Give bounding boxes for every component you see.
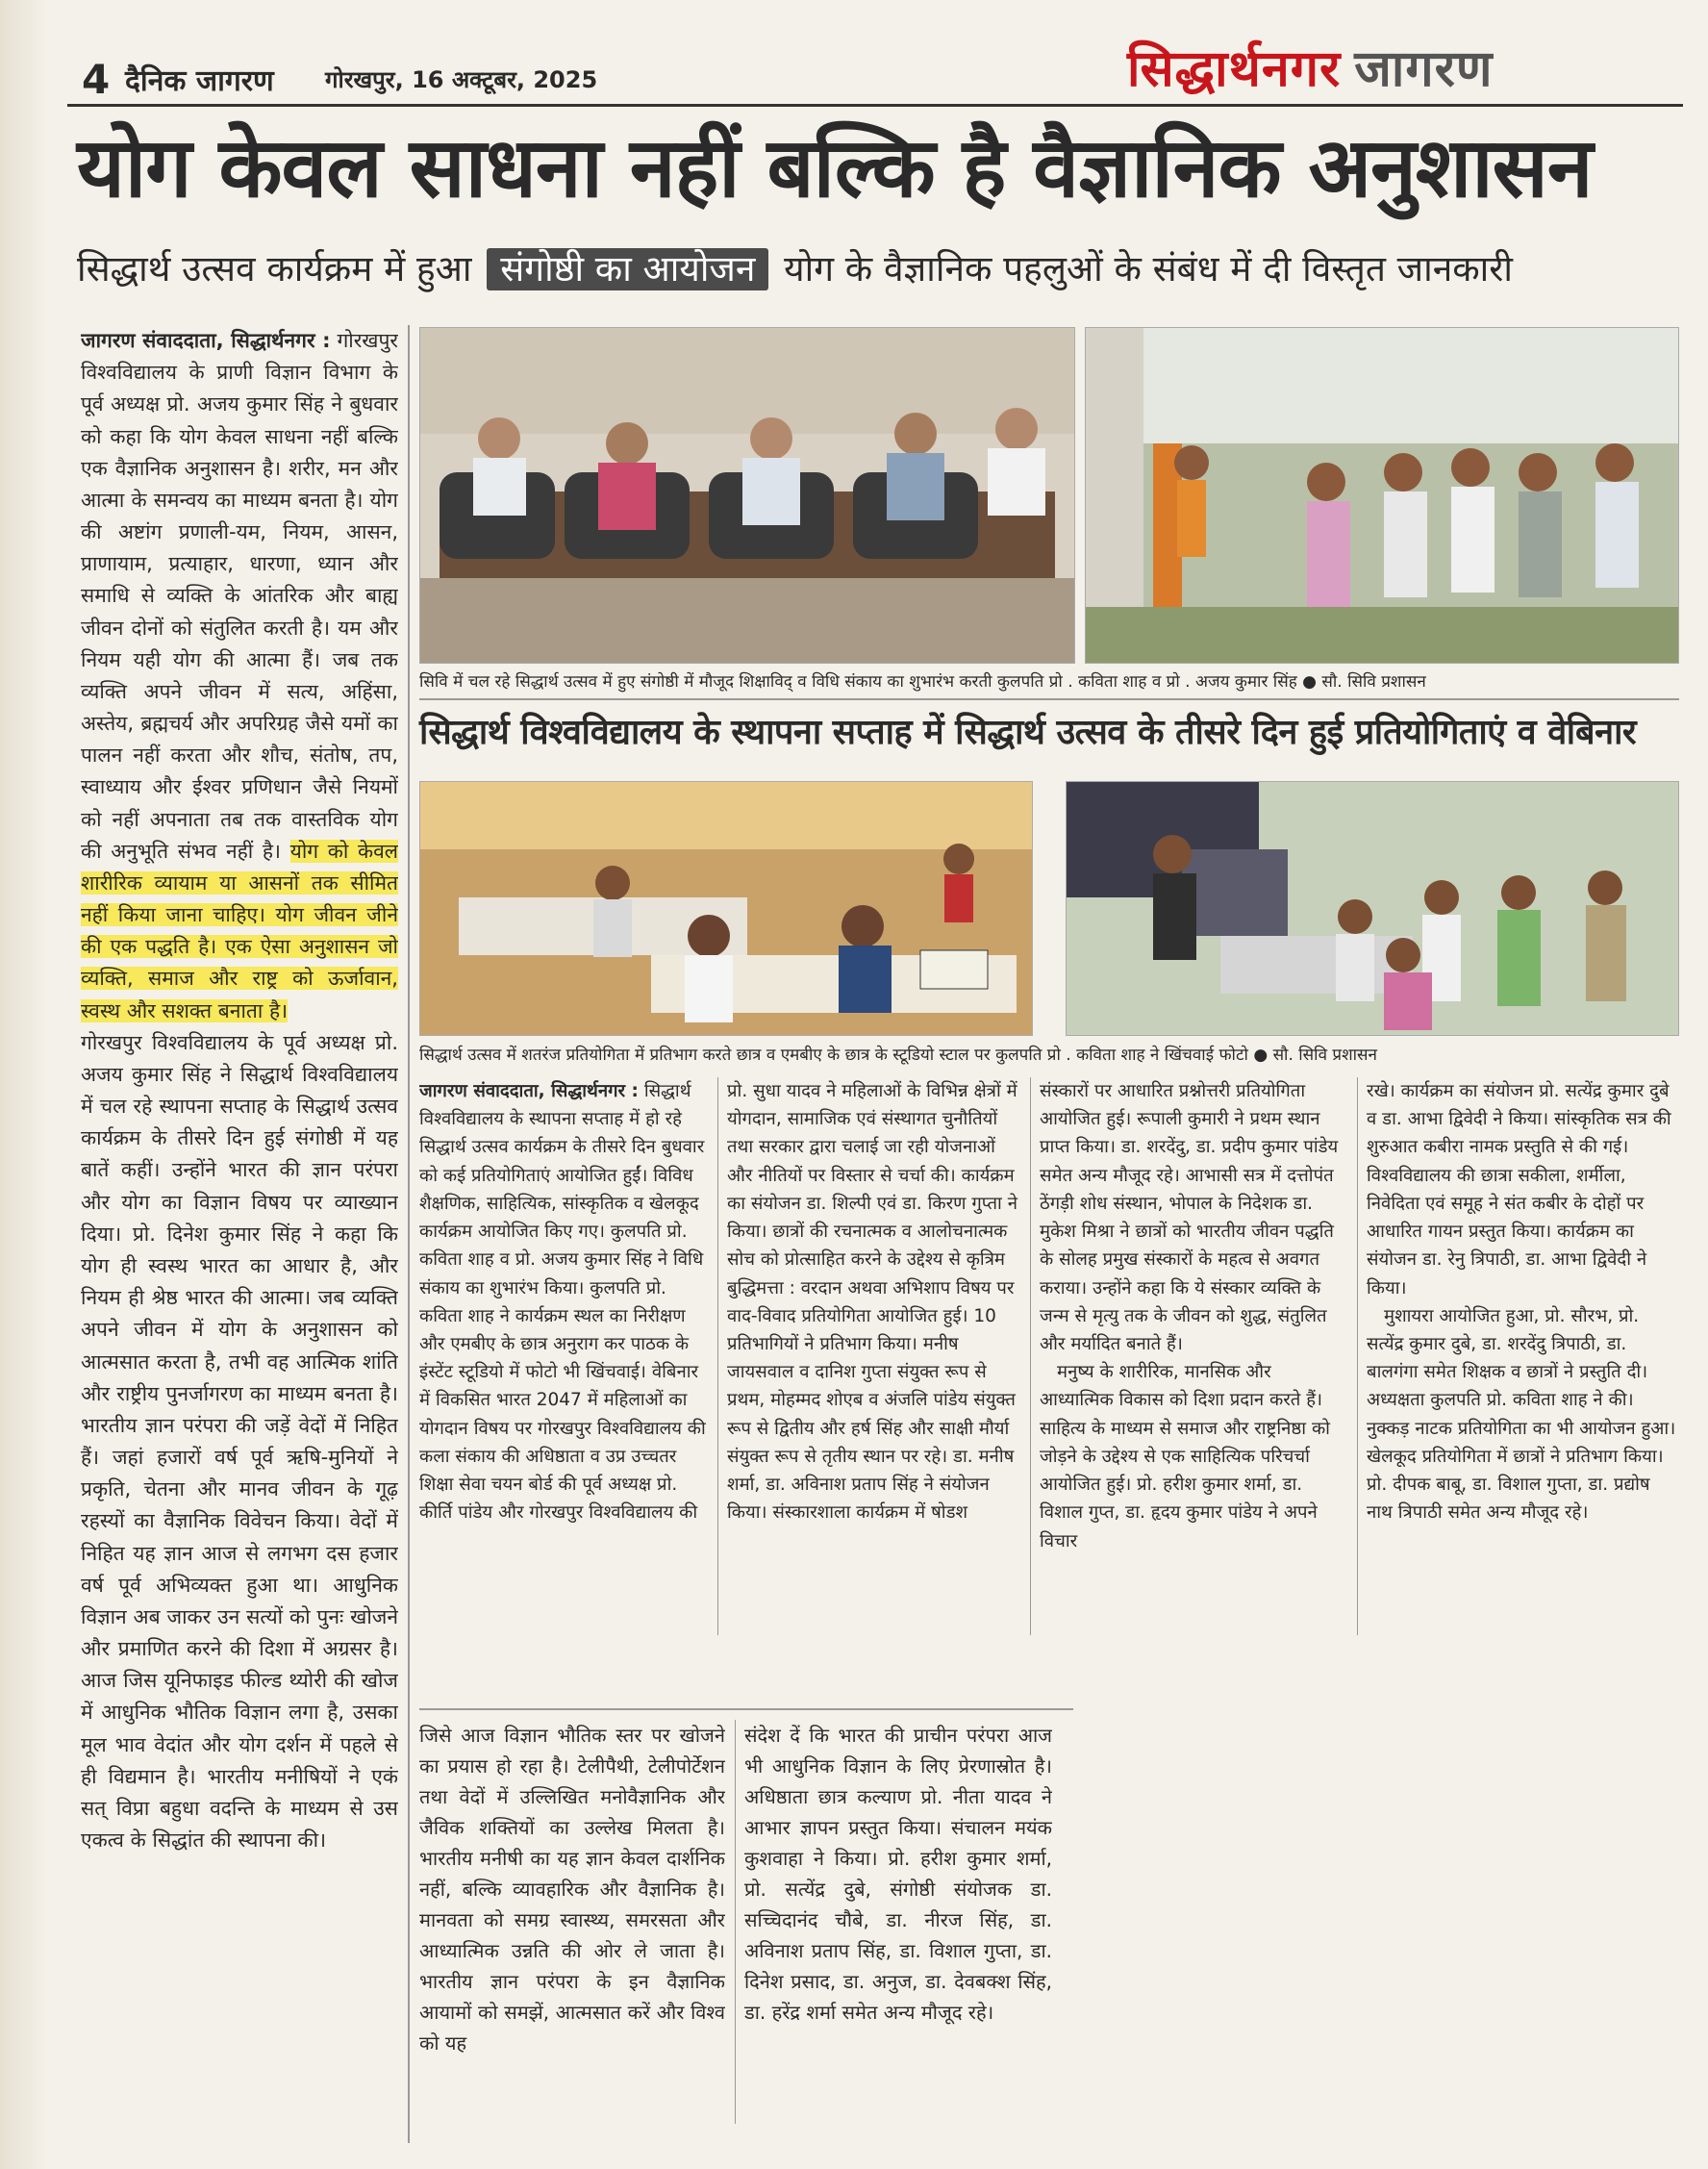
- masthead-rule: [67, 104, 1683, 107]
- second-col4-para-1: रखे। कार्यक्रम का संयोजन प्रो. सत्येंद्र कुमार दुबे व डा. आभा द्विवेदी ने किया। सांस्कृतिक सत्र की शुरुआत कबीरा नामक प्रस्तुति से की गई। विश्वविद्यालय की छात्रा सकीला, शर्मीला, निवेदिता एवं समूह ने संत कबीर के दोहों पर आधारित गायन प्रस्तुत किया। कार्यक्रम का संयोजन डा. रेनु त्रिपाठी, डा. आभा द्विवेदी ने किया।: [1367, 1081, 1671, 1299]
- main-story-left-column: [81, 325, 398, 2143]
- column-divider: [1357, 1077, 1358, 1635]
- subhead-left: सिद्धार्थ उत्सव कार्यक्रम में हुआ: [77, 248, 472, 290]
- caption-rule: [419, 698, 1679, 700]
- brand-name: जागरण: [1354, 40, 1494, 98]
- main-byline: जागरण संवाददाता, सिद्धार्थनगर :: [81, 329, 331, 352]
- date-line: गोरखपुर, 16 अक्टूबर, 2025: [325, 66, 598, 93]
- seminar-photo: [419, 327, 1075, 664]
- second-col3-para-2: मनुष्य के शारीरिक, मानसिक और आध्यात्मिक विकास को दिशा प्रदान करते हैं। साहित्य के माध्यम से समाज और राष्ट्रनिष्ठा को जोड़ने के उद्देश्य से एक साहित्यिक परिचर्चा आयोजित हुई। प्रो. हरीश कुमार शर्मा, डा. विशाल गुप्त, डा. हृदय कुमार पांडेय ने अपने विचार: [1040, 1362, 1330, 1551]
- second-story-column-3: [1040, 1077, 1347, 1635]
- second-story-column-2: प्रो. सुधा यादव ने महिलाओं के विभिन्न क्षेत्रों में योगदान, सामाजिक एवं संस्थागत चुनौतियों तथा सरकार द्वारा चलाई जा रही योजनाओं और नीतियों पर विस्तार से चर्चा की। कार्यक्रम का संयोजन डा. शिल्पी एवं डा. किरण गुप्ता ने किया। छात्रों की रचनात्मक व आलोचनात्मक सोच को प्रोत्साहित करने के उद्देश्य से कृत्रिम बुद्धिमत्ता : वरदान अथवा अभिशाप विषय पर वाद-विवाद प्रतियोगिता आयोजित हुई। 10 प्रतिभागियों ने प्रतिभाग किया। मनीष जायसवाल व दानिश गुप्ता संयुक्त रूप से प्रथम, मोहम्मद शोएब व अंजलि पांडेय संयुक्त रूप से द्वितीय और हर्ष सिंह और साक्षी मौर्या संयुक्त रूप से तृतीय स्थान पर रहे। डा. मनीष शर्मा, डा. अविनाश प्रताप सिंह ने संयोजन किया। संस्कारशाला कार्यक्रम में षोडश: [727, 1081, 1017, 1524]
- bottom-section-rule: [419, 1708, 1073, 1710]
- main-story-continuation-2: संदेश दें कि भारत की प्राचीन परंपरा आज भी आधुनिक विज्ञान के लिए प्रेरणास्रोत है। अधिष्ठाता छात्र कल्याण प्रो. नीता यादव ने आभार ज्ञापन प्रस्तुत किया। संचालन मयंक कुशवाहा ने किया। प्रो. हरीश कुमार शर्मा, प्रो. सत्येंद्र दुबे, संगोष्ठी संयोजक डा. सच्चिदानंद चौबे, डा. नीरज सिंह, डा. अविनाश प्रताप सिंह, डा. विशाल गुप्ता, डा. दिनेश प्रसाद, डा. अनुज, डा. देवबक्श सिंह, डा. हरेंद्र शर्मा समेत अन्य मौजूद रहे।: [744, 1724, 1052, 2024]
- highlighted-quote: योग को केवल शारीरिक व्यायाम या आसनों तक सीमित नहीं किया जाना चाहिए। योग जीवन जीने की एक पद्धति है। एक ऐसा अनुशासन जो व्यक्ति, समाज और राष्ट्र को ऊर्जावान, स्वस्थ और सशक्त बनाता है।: [81, 839, 398, 1022]
- main-story-continuation-1: जिसे आज विज्ञान भौतिक स्तर पर खोजने का प्रयास हो रहा है। टेलीपैथी, टेलीपोर्टेशन तथा वेदों में उल्लिखित मनोवैज्ञानिक और जैविक शक्तियों का उल्लेख मिलता है। भारतीय मनीषी का यह ज्ञान केवल दार्शनिक नहीं, बल्कि व्यावहारिक और वैज्ञानिक है। मानवता को समग्र स्वास्थ्य, समरसता और आध्यात्मिक उन्नति की ओर ले जाता है। भारतीय ज्ञान परंपरा के इन वैज्ञानिक आयामों को समझें, आत्मसात करें और विश्व को यह: [419, 1724, 725, 2055]
- column-divider: [408, 325, 410, 2143]
- column-divider: [1030, 1077, 1031, 1635]
- second-byline: जागरण संवाददाता, सिद्धार्थनगर :: [419, 1081, 639, 1101]
- second-col4-para-2: मुशायरा आयोजित हुआ, प्रो. सौरभ, प्रो. सत्येंद्र कुमार दुबे, डा. शरदेंदु त्रिपाठी, डा. बालगंगा समेत शिक्षक व छात्रों ने प्रस्तुति दी। अध्यक्षता कुलपति प्रो. कविता शाह ने की। नुक्कड़ नाटक प्रतियोगिता का भी आयोजन हुआ। खेलकूद प्रतियोगिता में छात्रों ने प्रतिभाग किया। प्रो. दीपक बाबू, डा. विशाल गुप्ता, डा. प्रद्योष नाथ त्रिपाठी समेत अन्य मौजूद रहे।: [1367, 1305, 1676, 1524]
- main-subhead: [77, 248, 1693, 290]
- top-photo-caption: सिवि में चल रहे सिद्धार्थ उत्सव में हुए संगोष्ठी में मौजूद शिक्षाविद् व विधि संकाय का शुभारंभ करती कुलपति प्रो . कविता शाह व प्रो . अजय कुमार सिंह ● सौ. सिवि प्रशासन: [419, 672, 1426, 692]
- paper-name: दैनिक जागरण: [125, 64, 274, 98]
- column-divider: [735, 1720, 736, 2124]
- subhead-tag: संगोष्ठी का आयोजन: [487, 248, 768, 290]
- second-story-column-1: [419, 1077, 708, 1635]
- column-divider: [717, 1077, 718, 1635]
- paper-edge-shadow: [0, 0, 48, 2169]
- studio-stall-photo: [1066, 781, 1679, 1036]
- edition-name: सिद्धार्थनगर: [1127, 40, 1342, 98]
- second-story-headline: सिद्धार्थ विश्वविद्यालय के स्थापना सप्ताह में सिद्धार्थ उत्सव के तीसरे दिन हुई प्रतियोगिताएं व वेबिनार: [419, 713, 1637, 752]
- main-headline: योग केवल साधना नहीं बल्कि है वैज्ञानिक अनुशासन: [77, 120, 1593, 216]
- subhead-right: योग के वैज्ञानिक पहलुओं के संबंध में दी विस्तृत जानकारी: [784, 248, 1513, 290]
- second-photo-caption: सिद्धार्थ उत्सव में शतरंज प्रतियोगिता में प्रतिभाग करते छात्र व एमबीए के छात्र के स्टूडियो स्टाल पर कुलपति प्रो . कविता शाह ने खिंचवाई फोटो ● सौ. सिवि प्रशासन: [419, 1046, 1377, 1065]
- second-story-column-4: [1367, 1077, 1679, 1635]
- inauguration-photo: [1085, 327, 1679, 664]
- second-col3-para-1: संस्कारों पर आधारित प्रश्नोत्तरी प्रतियोगिता आयोजित हुई। रूपाली कुमारी ने प्रथम स्थान प्राप्त किया। डा. शरदेंदु, डा. प्रदीप कुमार पांडेय समेत अन्य मौजूद रहे। आभासी सत्र में दत्तोपंत ठेंगड़ी शोध संस्थान, भोपाल के निदेशक डा. मुकेश मिश्रा ने छात्रों को भारतीय जीवन पद्धति के सोलह प्रमुख संस्कारों के महत्व से अवगत कराया। उन्होंने कहा कि ये संस्कार व्यक्ति के जन्म से मृत्यु तक के जीवन को शुद्ध, संतुलित और मर्यादित बनाते हैं।: [1040, 1081, 1339, 1354]
- second-col1-text: सिद्धार्थ विश्वविद्यालय के स्थापना सप्ताह में हो रहे सिद्धार्थ उत्सव कार्यक्रम के तीसरे दिन बुधवार को कई प्रतियोगिताएं आयोजित हुईं। विविध शैक्षणिक, साहित्यिक, सांस्कृतिक व खेलकूद कार्यक्रम आयोजित किए गए। कुलपति प्रो. कविता शाह व प्रो. अजय कुमार सिंह ने विधि संकाय का शुभारंभ किया। कुलपति प्रो. कविता शाह ने कार्यक्रम स्थल का निरीक्षण और एमबीए के छात्र अनुराग कर पाठक के इंस्टेंट स्टूडियो में फोटो भी खिंचवाई। वेबिनार में विकसित भारत 2047 में महिलाओं का योगदान विषय पर गोरखपुर विश्वविद्यालय की कला संकाय की अधिष्ठाता व उप्र उच्चतर शिक्षा सेवा चयन बोर्ड की पूर्व अध्यक्ष प्रो. कीर्ति पांडेय और गोरखपुर विश्वविद्यालय की: [419, 1081, 706, 1524]
- edition-brand: [1127, 33, 1493, 101]
- main-para-2: गोरखपुर विश्वविद्यालय के पूर्व अध्यक्ष प्रो. अजय कुमार सिंह ने सिद्धार्थ विश्वविद्यालय में चल रहे स्थापना सप्ताह के सिद्धार्थ उत्सव कार्यक्रम के तीसरे दिन हुई संगोष्ठी में यह बातें कहीं। उन्होंने भारत की ज्ञान परंपरा और योग का विज्ञान विषय पर व्याख्यान दिया। प्रो. दिनेश कुमार सिंह ने कहा कि योग ही स्वस्थ भारत का आधार है, और नियम ही श्रेष्ठ भारत की आत्मा। जब व्यक्ति अपने जीवन में योग के अनुशासन को आत्मसात करता है, तभी वह आत्मिक शांति और राष्ट्रीय पुनर्जागरण का माध्यम बनता है। भारतीय ज्ञान परंपरा की जड़ें वेदों में निहित हैं। जहां हजारों वर्ष पूर्व ऋषि-मुनियों ने प्रकृति, चेतना और मानव जीवन के गूढ़ रहस्यों का वैज्ञानिक विवेचन किया। वेदों में निहित यह ज्ञान आज से लगभग दस हजार वर्ष पूर्व अभिव्यक्त हुआ था। आधुनिक विज्ञान अब जाकर उन सत्यों को पुनः खोजने और प्रमाणित करने की दिशा में अग्रसर है। आज जिस यूनिफाइड फील्ड थ्योरी की खोज में आधुनिक भौतिक विज्ञान लगा है, उसका मूल भाव वेदांत और योग दर्शन में पहले से ही विद्यमान है। भारतीय मनीषियों ने एकं सत् विप्रा बहुधा वदन्ति के माध्यम से उस एकत्व के सिद्धांत की स्थापना की।: [81, 1030, 398, 1853]
- main-para-1: गोरखपुर विश्वविद्यालय के प्राणी विज्ञान विभाग के पूर्व अध्यक्ष प्रो. अजय कुमार सिंह ने बुधवार को कहा कि योग केवल साधना नहीं बल्कि एक वैज्ञानिक अनुशासन है। शरीर, मन और आत्मा के समन्वय का माध्यम बनता है। योग की अष्टांग प्रणाली-यम, नियम, आसन, प्राणायाम, प्रत्याहार, धारणा, ध्यान और समाधि से व्यक्ति के आंतरिक और बाह्य जीवन दोनों को संतुलित करती है। यम और नियम यही योग की आत्मा हैं। जब तक व्यक्ति अपने जीवन में सत्य, अहिंसा, अस्तेय, ब्रह्मचर्य और अपरिग्रह जैसे यमों का पालन नहीं करता और शौच, संतोष, तप, स्वाध्याय और ईश्वर प्रणिधान जैसे नियमों को नहीं अपनाता तब तक वास्तविक योग की अनुभूति संभव नहीं है।: [81, 329, 398, 863]
- chess-competition-photo: [419, 781, 1033, 1036]
- page-number: 4: [82, 56, 111, 103]
